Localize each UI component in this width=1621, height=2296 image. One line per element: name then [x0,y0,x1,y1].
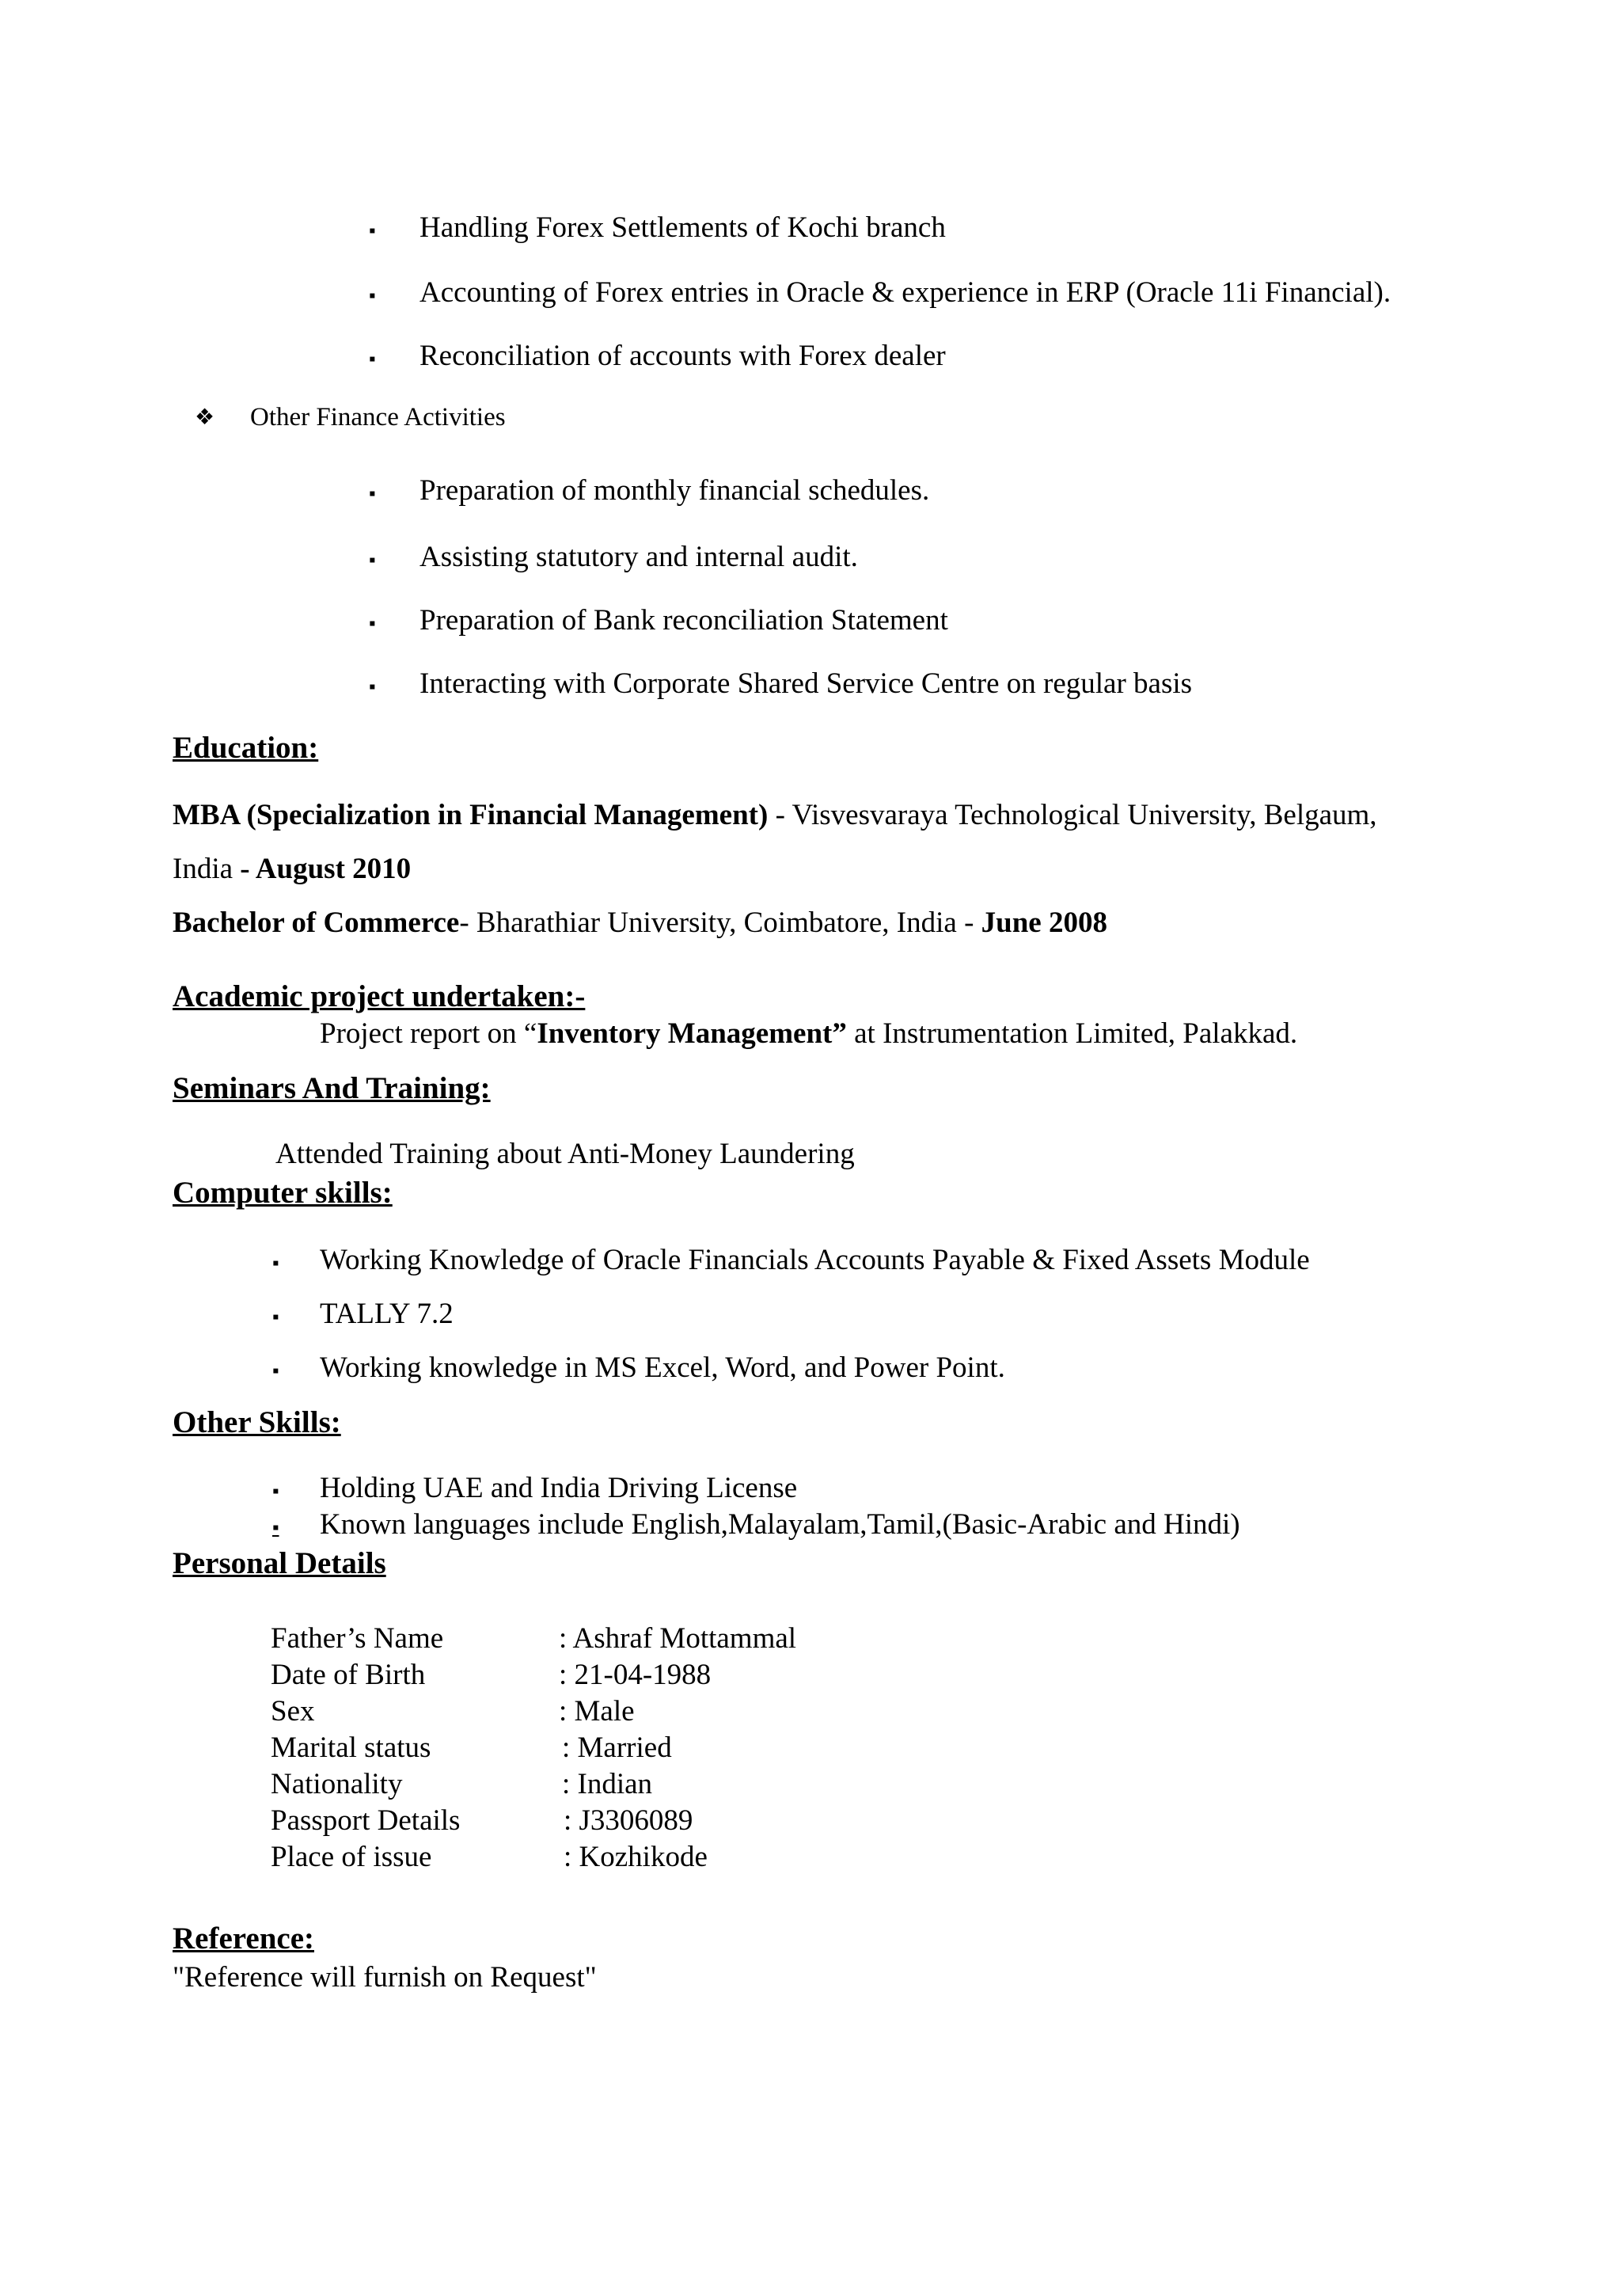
section-heading: Reference: [173,1922,314,1956]
detail-value: : Indian [562,1768,653,1800]
detail-row [271,1804,904,1840]
detail-label: Passport Details [271,1804,461,1837]
section-subtitle: Other Finance Activities [250,403,506,431]
list-item: Holding UAE and India Driving License [320,1472,798,1504]
detail-value: : J3306089 [564,1804,693,1837]
bcom-line [173,906,1107,941]
reference-text: "Reference will furnish on Request" [173,1961,597,1994]
seminar-text: Attended Training about Anti-Money Laundering [275,1138,855,1170]
bullet-icon: ▪ [369,286,376,306]
bullet-icon: ▪ [369,349,376,370]
project-prefix: Project report on “ [320,1017,537,1050]
list-item: TALLY 7.2 [320,1298,454,1330]
mba-line [173,798,1442,833]
bullet-icon: ▪ [272,1361,279,1382]
list-item: Assisting statutory and internal audit. [419,541,858,573]
detail-row [271,1621,904,1658]
detail-row [271,1658,904,1694]
bullet-icon: ▪ [272,1518,279,1538]
bullet-icon: ▪ [369,550,376,571]
list-item: Working knowledge in MS Excel, Word, and Power Point. [320,1351,1005,1384]
section-heading: Other Skills: [173,1405,341,1439]
personal-details-table [271,1621,904,1876]
detail-row [271,1694,904,1731]
detail-label: Marital status [271,1732,431,1764]
graduation-date: June 2008 [981,907,1107,939]
bullet-icon: ▪ [369,614,376,634]
detail-value: : Married [562,1732,672,1764]
detail-label: Place of issue [271,1841,432,1873]
section-heading: Seminars And Training: [173,1071,491,1105]
list-item: Working Knowledge of Oracle Financials Accounts Payable & Fixed Assets Module [320,1244,1310,1276]
detail-label: Sex [271,1695,315,1728]
list-item: Preparation of monthly financial schedules. [419,474,930,507]
detail-value: : Ashraf Mottammal [559,1622,797,1655]
list-item: Handling Forex Settlements of Kochi branch [419,211,946,244]
section-heading: Education: [173,731,319,765]
detail-value: : Male [559,1695,635,1728]
diamond-bullet-icon: ❖ [195,405,215,430]
list-item: Interacting with Corporate Shared Service Centre on regular basis [419,667,1193,700]
section-heading: Computer skills: [173,1176,393,1210]
mba-line-2 [173,852,411,887]
bullet-icon: ▪ [272,1481,279,1502]
detail-label: Date of Birth [271,1659,426,1691]
detail-label: Nationality [271,1768,403,1800]
detail-row [271,1767,904,1804]
section-heading: Academic project undertaken:- [173,979,586,1013]
detail-label: Father’s Name [271,1622,444,1655]
institution: - Visvesvaraya Technological University, Belgaum, [768,799,1377,831]
detail-row [271,1840,904,1876]
list-item: Known languages include English,Malayalam,Tamil,(Basic-Arabic and Hindi) [320,1508,1240,1541]
list-item: Preparation of Bank reconciliation Statement [419,604,948,637]
project-line [320,1017,1297,1051]
section-heading: Personal Details [173,1546,386,1580]
bullet-icon: ▪ [272,1307,279,1328]
bullet-icon: ▪ [369,484,376,504]
project-title: Inventory Management” [537,1017,847,1050]
degree-name: Bachelor of Commerce [173,907,460,939]
degree-name: MBA (Specialization in Financial Management) [173,799,769,831]
list-item: Reconciliation of accounts with Forex dealer [419,340,946,372]
detail-value: : Kozhikode [564,1841,708,1873]
project-suffix: at Instrumentation Limited, Palakkad. [846,1017,1298,1050]
country: India [173,853,241,885]
detail-row [271,1731,904,1767]
institution: - Bharathiar University, Coimbatore, India - [459,907,981,939]
list-item: Accounting of Forex entries in Oracle & experience in ERP (Oracle 11i Financial). [419,276,1391,309]
detail-value: : 21-04-1988 [559,1659,712,1691]
bullet-icon: ▪ [369,677,376,698]
bullet-icon: ▪ [369,221,376,241]
bullet-icon: ▪ [272,1253,279,1274]
graduation-date: - August 2010 [240,853,412,885]
